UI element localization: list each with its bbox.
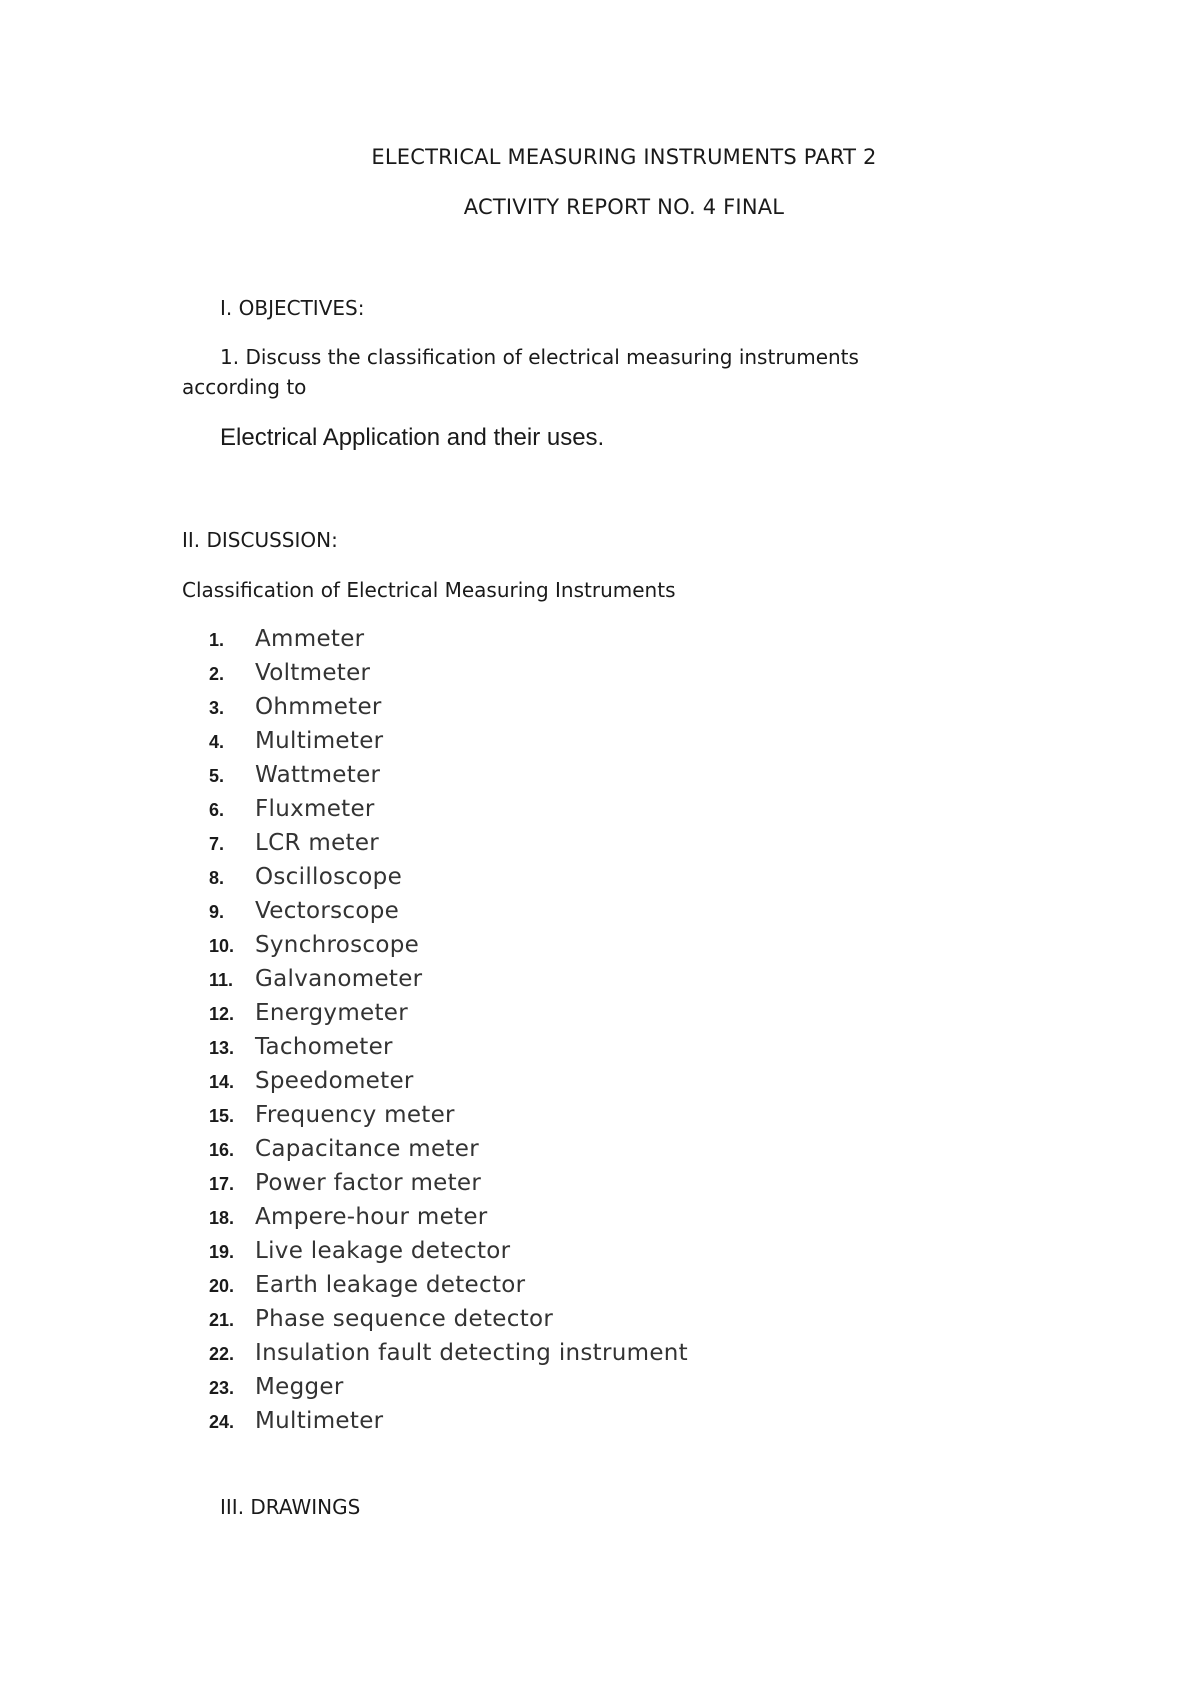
list-item-label: Insulation fault detecting instrument xyxy=(255,1340,688,1366)
list-item-number: 19. xyxy=(209,1242,235,1262)
list-item xyxy=(0,932,900,966)
list-item xyxy=(0,1306,900,1340)
list-item-number: 23. xyxy=(209,1378,235,1398)
list-item-label: Ammeter xyxy=(255,626,365,652)
list-item xyxy=(0,626,900,660)
list-item xyxy=(0,728,900,762)
list-item xyxy=(0,796,900,830)
list-item-label: Synchroscope xyxy=(255,932,420,958)
list-item-label: Phase sequence detector xyxy=(255,1306,554,1332)
list-item-label: Earth leakage detector xyxy=(255,1272,526,1298)
list-item-number: 21. xyxy=(209,1310,235,1330)
list-item-label: Tachometer xyxy=(255,1034,393,1060)
list-item-label: Speedometer xyxy=(255,1068,414,1094)
list-item xyxy=(0,1408,900,1442)
list-item xyxy=(0,830,900,864)
list-item-label: Frequency meter xyxy=(255,1102,455,1128)
objective-1-text: 1. Discuss the classification of electrical measuring instruments xyxy=(220,345,859,369)
list-item-number: 9. xyxy=(209,902,225,922)
list-item xyxy=(0,660,900,694)
list-item-label: Oscilloscope xyxy=(255,864,403,890)
list-item xyxy=(0,1238,900,1272)
list-item-number: 4. xyxy=(209,732,225,752)
list-item-label: LCR meter xyxy=(255,830,380,856)
list-item-number: 18. xyxy=(209,1208,235,1228)
list-item-number: 12. xyxy=(209,1004,235,1024)
list-item xyxy=(0,1102,900,1136)
list-item xyxy=(0,1374,900,1408)
list-item-number: 1. xyxy=(209,630,225,650)
list-item-number: 2. xyxy=(209,664,225,684)
objective-1-emphasis: Electrical Application and their uses. xyxy=(220,424,605,451)
list-item-number: 3. xyxy=(209,698,225,718)
objectives-heading: I. OBJECTIVES: xyxy=(220,296,365,320)
list-item-number: 5. xyxy=(209,766,225,786)
instrument-list xyxy=(0,626,900,1442)
list-item xyxy=(0,898,900,932)
list-item-label: Power factor meter xyxy=(255,1170,482,1196)
list-item-number: 20. xyxy=(209,1276,235,1296)
list-item-label: Energymeter xyxy=(255,1000,409,1026)
list-item xyxy=(0,966,900,1000)
list-item xyxy=(0,1272,900,1306)
list-item xyxy=(0,1068,900,1102)
list-item-label: Megger xyxy=(255,1374,344,1400)
list-item-number: 7. xyxy=(209,834,225,854)
list-item-number: 22. xyxy=(209,1344,235,1364)
list-item-number: 8. xyxy=(209,868,225,888)
list-item-number: 14. xyxy=(209,1072,235,1092)
list-item-label: Vectorscope xyxy=(255,898,400,924)
list-item-label: Ohmmeter xyxy=(255,694,382,720)
list-item-label: Live leakage detector xyxy=(255,1238,511,1264)
list-item xyxy=(0,1034,900,1068)
drawings-heading: III. DRAWINGS xyxy=(220,1495,361,1519)
list-item-number: 10. xyxy=(209,936,235,956)
list-item-label: Galvanometer xyxy=(255,966,423,992)
list-item xyxy=(0,1204,900,1238)
list-item-number: 13. xyxy=(209,1038,235,1058)
list-item xyxy=(0,1000,900,1034)
list-item-number: 6. xyxy=(209,800,225,820)
list-item-number: 24. xyxy=(209,1412,235,1432)
list-item-label: Wattmeter xyxy=(255,762,381,788)
list-item xyxy=(0,864,900,898)
list-item xyxy=(0,762,900,796)
list-item-number: 16. xyxy=(209,1140,235,1160)
discussion-heading: II. DISCUSSION: xyxy=(182,528,338,552)
list-item-label: Voltmeter xyxy=(255,660,371,686)
objective-1-text-continued: according to xyxy=(182,375,307,399)
list-item xyxy=(0,1340,900,1374)
list-item-label: Capacitance meter xyxy=(255,1136,479,1162)
list-item-number: 17. xyxy=(209,1174,235,1194)
list-item-number: 15. xyxy=(209,1106,235,1126)
list-item-number: 11. xyxy=(209,970,234,990)
list-item-label: Fluxmeter xyxy=(255,796,375,822)
document-title: ELECTRICAL MEASURING INSTRUMENTS PART 2 xyxy=(371,145,877,169)
list-item-label: Ampere-hour meter xyxy=(255,1204,488,1230)
document-subtitle: ACTIVITY REPORT NO. 4 FINAL xyxy=(463,195,785,219)
list-item xyxy=(0,694,900,728)
list-item xyxy=(0,1136,900,1170)
list-item-label: Multimeter xyxy=(255,1408,384,1434)
list-item-label: Multimeter xyxy=(255,728,384,754)
classification-heading: Classification of Electrical Measuring Instruments xyxy=(182,578,676,602)
list-item xyxy=(0,1170,900,1204)
